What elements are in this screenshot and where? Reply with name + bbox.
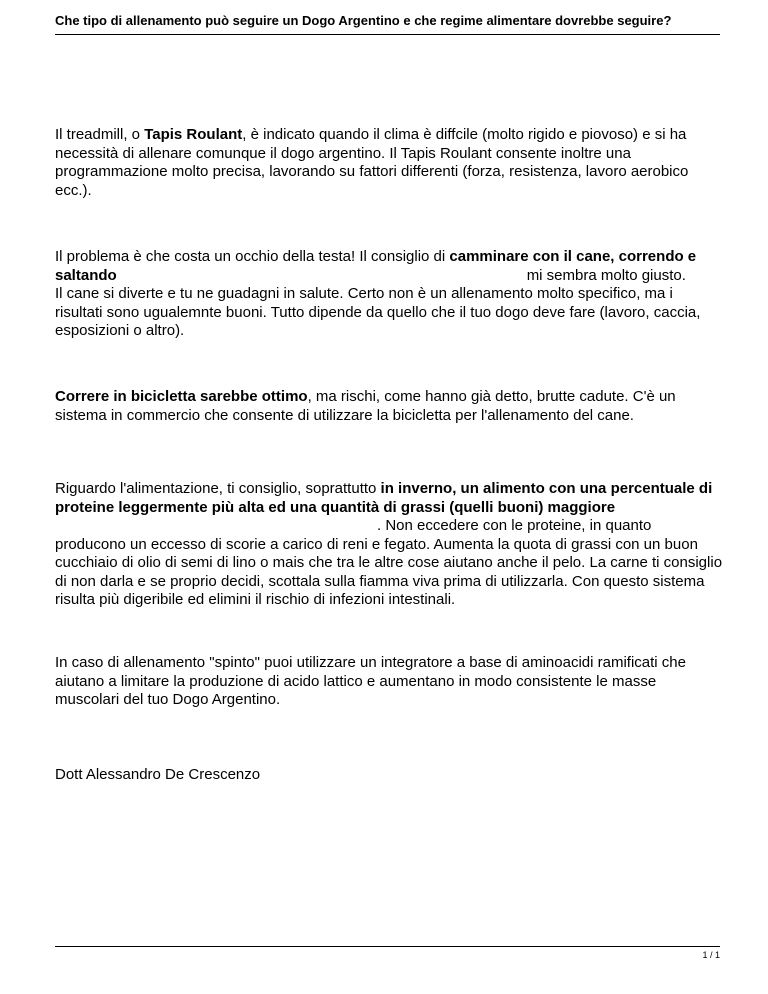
paragraph-text: , ma rischi, come hanno già detto, brutte cadute. C'è un sistema in commercio che consente di utilizzare la bicicletta per l'allenamento del cane. bbox=[55, 388, 676, 424]
paragraph-text: , è indicato quando il clima è diffcile (molto rigido e piovoso) e si ha necessità di allenare comunque il dogo argentino. Il Tapis Roulant consente inoltre una programmazione molto precisa, lavorando su fattori differenti (forza, resistenza, lavoro aerobico ecc.). bbox=[55, 126, 689, 199]
paragraph-text: Il problema è che costa un occhio della testa! Il consiglio di bbox=[55, 248, 450, 265]
bold-text: Tapis Roulant bbox=[144, 126, 243, 143]
page-header bbox=[55, 8, 720, 35]
bold-text: in inverno, un alimento con una percentuale di proteine leggermente più alta ed una quantità di grassi (quelli buoni) maggiore bbox=[55, 480, 713, 516]
paragraph-text: mi sembra molto giusto. bbox=[526, 266, 686, 284]
paragraph-text: Il treadmill, o bbox=[55, 126, 145, 143]
page-footer bbox=[55, 946, 720, 960]
paragraph-text: . Non eccedere con le proteine, in quanto producono un eccesso di scorie a carico di reni e fegato. Aumenta la quota di grassi con un buon cucchiaio di olio di semi di lino o mais che tra le altre cose aiutano anche il pelo. La carne ti consiglio di non darla e se proprio decidi, scottala sulla fiamma viva prima di utilizzarla. Con questo sistema risulta più digeribile ed elimini il rischio di infezioni intestinali. bbox=[55, 517, 723, 608]
page-title: Che tipo di allenamento può seguire un Dogo Argentino e che regime alimentare dovrebbe seguire? bbox=[55, 13, 672, 28]
paragraph-text: Il cane si diverte e tu ne guadagni in salute. Certo non è un allenamento molto specifico, ma i risultati sono ugualemnte buoni. Tutto dipende da quello che il tuo dogo deve fare (lavoro, caccia, esposizioni o altro). bbox=[55, 285, 701, 339]
paragraph-treadmill bbox=[55, 126, 723, 200]
paragraph-bicycle bbox=[55, 388, 723, 425]
bold-text: Correre in bicicletta sarebbe ottimo bbox=[55, 388, 308, 405]
page-number: 1 / 1 bbox=[702, 950, 720, 960]
author-name: Dott Alessandro De Crescenzo bbox=[55, 766, 261, 783]
paragraph-supplement bbox=[55, 654, 723, 710]
paragraph-text: In caso di allenamento "spinto" puoi utilizzare un integratore a base di aminoacidi ramificati che aiutano a limitare la produzione di acido lattico e aumentano in modo consistente le masse muscolari del tuo Dogo Argentino. bbox=[55, 654, 686, 708]
paragraph-text: Riguardo l'alimentazione, ti consiglio, soprattutto bbox=[55, 480, 381, 497]
bold-text: camminare con il cane, correndo e saltando bbox=[55, 248, 697, 284]
paragraph-nutrition bbox=[55, 480, 723, 610]
author-signature bbox=[55, 766, 723, 785]
paragraph-walking bbox=[55, 248, 723, 341]
